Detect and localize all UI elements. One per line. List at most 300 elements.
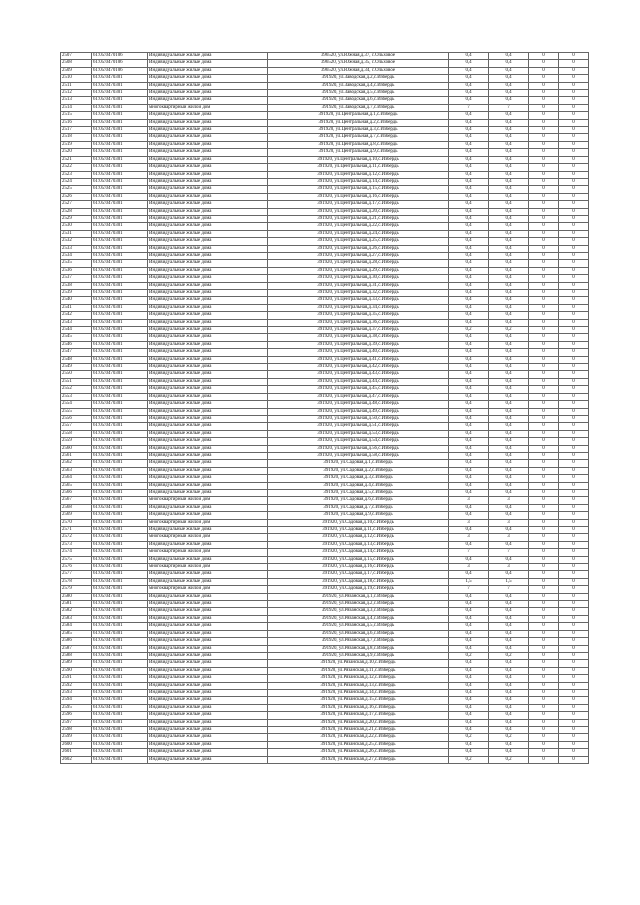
max-power-cell: 0,4 [449, 90, 489, 97]
max-power-cell: 0,4 [449, 571, 489, 578]
object-type-cell: Индивидуальные жилые дома [148, 282, 268, 289]
table-row [61, 445, 589, 452]
cadastral-number-cell: 61:05:0470301 [92, 245, 148, 252]
free-power-cell: 0 [559, 541, 589, 548]
reserve-power-cell: 0 [529, 660, 559, 667]
table-row [61, 556, 589, 563]
table-row [61, 282, 589, 289]
object-type-cell: Индивидуальные жилые дома [148, 319, 268, 326]
connected-power-cell: 0,4 [489, 682, 529, 689]
reserve-power-cell: 0 [529, 475, 559, 482]
object-type-cell: Индивидуальные жилые дома [148, 667, 268, 674]
max-power-cell: 7 [449, 104, 489, 111]
table-row [61, 149, 589, 156]
max-power-cell: 0,4 [449, 97, 489, 104]
cadastral-number-cell: 61:05:0470301 [92, 652, 148, 659]
table-row [61, 201, 589, 208]
object-type-cell: многоквартирный жилой дом [148, 534, 268, 541]
table-body [61, 53, 589, 764]
table-row [61, 378, 589, 385]
free-power-cell: 0 [559, 75, 589, 82]
connected-power-cell: 0,4 [489, 260, 529, 267]
connected-power-cell: 0,4 [489, 512, 529, 519]
cadastral-number-cell: 61:05:0470301 [92, 408, 148, 415]
cadastral-number-cell: 61:05:0470301 [92, 571, 148, 578]
row-number-cell: 2530 [61, 223, 92, 230]
table-row [61, 504, 589, 511]
cadastral-number-cell: 61:05:0470301 [92, 208, 148, 215]
free-power-cell: 0 [559, 201, 589, 208]
object-type-cell: Индивидуальные жилые дома [148, 638, 268, 645]
cadastral-number-cell: 61:05:0470301 [92, 489, 148, 496]
cadastral-number-cell: 61:05:0470301 [92, 578, 148, 585]
max-power-cell: 0,4 [449, 275, 489, 282]
cadastral-number-cell: 61:05:0470301 [92, 645, 148, 652]
cadastral-number-cell: 61:05:0470301 [92, 512, 148, 519]
free-power-cell: 0 [559, 712, 589, 719]
max-power-cell: 0,4 [449, 371, 489, 378]
cadastral-number-cell: 61:05:0470301 [92, 378, 148, 385]
connected-power-cell: 0,4 [489, 430, 529, 437]
max-power-cell: 0,4 [449, 334, 489, 341]
connected-power-cell: 0,4 [489, 645, 529, 652]
table-row [61, 401, 589, 408]
address-cell: 391920, ул.Рязанская,д.20,с.Избердь [268, 719, 449, 726]
object-type-cell: Индивидуальные жилые дома [148, 112, 268, 119]
table-row [61, 297, 589, 304]
reserve-power-cell: 0 [529, 186, 559, 193]
data-table [60, 52, 589, 764]
free-power-cell: 0 [559, 430, 589, 437]
max-power-cell: 0,4 [449, 75, 489, 82]
free-power-cell: 0 [559, 689, 589, 696]
cadastral-number-cell: 61:05:0470301 [92, 519, 148, 526]
table-row [61, 541, 589, 548]
max-power-cell: 0,4 [449, 193, 489, 200]
address-cell: 391920, ул.Центральная,д.15,с.Избердь [268, 186, 449, 193]
cadastral-number-cell: 61:05:0470301 [92, 386, 148, 393]
object-type-cell: Индивидуальные жилые дома [148, 53, 268, 60]
connected-power-cell: 0,2 [489, 756, 529, 763]
cadastral-number-cell: 61:05:0470301 [92, 356, 148, 363]
table-row [61, 327, 589, 334]
table-row [61, 601, 589, 608]
row-number-cell: 2591 [61, 675, 92, 682]
free-power-cell: 0 [559, 252, 589, 259]
row-number-cell: 2551 [61, 378, 92, 385]
free-power-cell: 0 [559, 497, 589, 504]
connected-power-cell: 0,4 [489, 445, 529, 452]
object-type-cell: многоквартирный жилой дом [148, 586, 268, 593]
table-row [61, 53, 589, 60]
free-power-cell: 0 [559, 704, 589, 711]
max-power-cell: 3 [449, 564, 489, 571]
reserve-power-cell: 0 [529, 297, 559, 304]
row-number-cell: 2509 [61, 67, 92, 74]
row-number-cell: 2579 [61, 586, 92, 593]
connected-power-cell: 0,4 [489, 452, 529, 459]
reserve-power-cell: 0 [529, 438, 559, 445]
reserve-power-cell: 0 [529, 134, 559, 141]
address-cell: 391920, ул.Центральная,д.9,с.Избердь [268, 149, 449, 156]
free-power-cell: 0 [559, 97, 589, 104]
object-type-cell: Индивидуальные жилые дома [148, 489, 268, 496]
connected-power-cell: 0,4 [489, 319, 529, 326]
free-power-cell: 0 [559, 82, 589, 89]
connected-power-cell: 0,4 [489, 623, 529, 630]
table-row [61, 319, 589, 326]
cadastral-number-cell: 61:05:0470301 [92, 638, 148, 645]
row-number-cell: 2570 [61, 519, 92, 526]
address-cell: 391920, ул.Рязанская,д.14,с.Избердь [268, 689, 449, 696]
address-cell: 391920, ул.Заводская,д.5,с.Избердь [268, 90, 449, 97]
address-cell: 391920, ул.Рязанская,д.1,с.Избердь [268, 593, 449, 600]
reserve-power-cell: 0 [529, 319, 559, 326]
free-power-cell: 0 [559, 112, 589, 119]
row-number-cell: 2532 [61, 238, 92, 245]
object-type-cell: Индивидуальные жилые дома [148, 430, 268, 437]
free-power-cell: 0 [559, 186, 589, 193]
max-power-cell: 0,4 [449, 356, 489, 363]
address-cell: 391920, ул.Садовая,д.16,с.Избердь [268, 564, 449, 571]
max-power-cell: 0,4 [449, 290, 489, 297]
address-cell: 391920, ул.Садовая,д.1,с.Избердь [268, 460, 449, 467]
table-row [61, 393, 589, 400]
max-power-cell: 0,4 [449, 67, 489, 74]
address-cell: 391920, ул.Центральная,д.34,с.Избердь [268, 304, 449, 311]
free-power-cell: 0 [559, 408, 589, 415]
max-power-cell: 0,4 [449, 741, 489, 748]
reserve-power-cell: 0 [529, 75, 559, 82]
cadastral-number-cell: 61:05:0470301 [92, 275, 148, 282]
table-row [61, 697, 589, 704]
reserve-power-cell: 0 [529, 104, 559, 111]
max-power-cell: 0,4 [449, 252, 489, 259]
connected-power-cell: 0,4 [489, 356, 529, 363]
max-power-cell: 0,4 [449, 623, 489, 630]
connected-power-cell: 0,4 [489, 460, 529, 467]
address-cell: 391920, ул.Центральная,д.37,с.Избердь [268, 327, 449, 334]
address-cell: 391920, ул.Центральная,д.3,с.Избердь [268, 127, 449, 134]
connected-power-cell: 0,4 [489, 223, 529, 230]
reserve-power-cell: 0 [529, 245, 559, 252]
object-type-cell: Индивидуальные жилые дома [148, 623, 268, 630]
max-power-cell: 0,4 [449, 393, 489, 400]
reserve-power-cell: 0 [529, 512, 559, 519]
cadastral-number-cell: 61:05:0470301 [92, 401, 148, 408]
max-power-cell: 0,4 [449, 238, 489, 245]
connected-power-cell: 0,4 [489, 475, 529, 482]
table-row [61, 704, 589, 711]
connected-power-cell: 0,4 [489, 304, 529, 311]
row-number-cell: 2527 [61, 201, 92, 208]
cadastral-number-cell: 61:05:0470301 [92, 704, 148, 711]
address-cell: 391920, ул.Центральная,д.49,с.Избердь [268, 408, 449, 415]
free-power-cell: 0 [559, 53, 589, 60]
address-cell: 391920, ул.Рязанская,д.11,с.Избердь [268, 667, 449, 674]
row-number-cell: 2569 [61, 512, 92, 519]
cadastral-number-cell: 61:05:0470301 [92, 230, 148, 237]
cadastral-number-cell: 61:05:0470301 [92, 541, 148, 548]
connected-power-cell: 0,4 [489, 675, 529, 682]
table-row [61, 186, 589, 193]
address-cell: 396520, ул.Южная,д.37, с.Ольховое [268, 53, 449, 60]
row-number-cell: 2507 [61, 53, 92, 60]
cadastral-number-cell: 61:05:0470301 [92, 104, 148, 111]
reserve-power-cell: 0 [529, 593, 559, 600]
connected-power-cell: 0,4 [489, 719, 529, 726]
reserve-power-cell: 0 [529, 171, 559, 178]
max-power-cell: 0,4 [449, 423, 489, 430]
max-power-cell: 0,4 [449, 112, 489, 119]
address-cell: 391920, ул.Центральная,д.54,с.Избердь [268, 438, 449, 445]
connected-power-cell: 0,4 [489, 593, 529, 600]
connected-power-cell: 0,4 [489, 608, 529, 615]
table-row [61, 593, 589, 600]
max-power-cell: 0,4 [449, 749, 489, 756]
reserve-power-cell: 0 [529, 734, 559, 741]
row-number-cell: 2567 [61, 497, 92, 504]
reserve-power-cell: 0 [529, 667, 559, 674]
free-power-cell: 0 [559, 482, 589, 489]
table-row [61, 549, 589, 556]
object-type-cell: Индивидуальные жилые дома [148, 749, 268, 756]
document-page [60, 52, 588, 764]
object-type-cell: Индивидуальные жилые дома [148, 445, 268, 452]
address-cell: 391920, ул.Рязанская,д.13,с.Избердь [268, 682, 449, 689]
row-number-cell: 2555 [61, 408, 92, 415]
connected-power-cell: 0,4 [489, 178, 529, 185]
free-power-cell: 0 [559, 141, 589, 148]
table-row [61, 497, 589, 504]
object-type-cell: Индивидуальные жилые дома [148, 156, 268, 163]
reserve-power-cell: 0 [529, 364, 559, 371]
reserve-power-cell: 0 [529, 260, 559, 267]
address-cell: 391920, ул.Центральная,д.25,с.Избердь [268, 238, 449, 245]
address-cell: 391920, ул.Рязанская,д.4,с.Избердь [268, 615, 449, 622]
reserve-power-cell: 0 [529, 601, 559, 608]
reserve-power-cell: 0 [529, 689, 559, 696]
cadastral-number-cell: 61:05:0470106 [92, 53, 148, 60]
table-row [61, 667, 589, 674]
reserve-power-cell: 0 [529, 415, 559, 422]
free-power-cell: 0 [559, 660, 589, 667]
row-number-cell: 2536 [61, 267, 92, 274]
address-cell: 391920, ул.Центральная,д.31,с.Избердь [268, 282, 449, 289]
connected-power-cell: 0,2 [489, 734, 529, 741]
row-number-cell: 2578 [61, 578, 92, 585]
free-power-cell: 0 [559, 630, 589, 637]
free-power-cell: 0 [559, 549, 589, 556]
max-power-cell: 0,4 [449, 504, 489, 511]
object-type-cell: Индивидуальные жилые дома [148, 215, 268, 222]
object-type-cell: Индивидуальные жилые дома [148, 438, 268, 445]
row-number-cell: 2593 [61, 689, 92, 696]
max-power-cell: 0,4 [449, 164, 489, 171]
cadastral-number-cell: 61:05:0470301 [92, 290, 148, 297]
object-type-cell: Индивидуальные жилые дома [148, 275, 268, 282]
address-cell: 391920, ул.Садовая,д.15,с.Избердь [268, 556, 449, 563]
address-cell: 391920, ул.Заводская,д.7,с.Избердь [268, 104, 449, 111]
reserve-power-cell: 0 [529, 527, 559, 534]
cadastral-number-cell: 61:05:0470301 [92, 260, 148, 267]
reserve-power-cell: 0 [529, 571, 559, 578]
row-number-cell: 2516 [61, 119, 92, 126]
connected-power-cell: 0,4 [489, 423, 529, 430]
object-type-cell: Индивидуальные жилые дома [148, 460, 268, 467]
free-power-cell: 0 [559, 652, 589, 659]
cadastral-number-cell: 61:05:0470301 [92, 623, 148, 630]
free-power-cell: 0 [559, 208, 589, 215]
address-cell: 391920, ул.Центральная,д.35,с.Избердь [268, 312, 449, 319]
cadastral-number-cell: 61:05:0470301 [92, 223, 148, 230]
cadastral-number-cell: 61:05:0470301 [92, 75, 148, 82]
object-type-cell: Индивидуальные жилые дома [148, 312, 268, 319]
address-cell: 391920, ул.Центральная,д.22,с.Избердь [268, 223, 449, 230]
address-cell: 391920, ул.Садовая,д.17,с.Избердь [268, 571, 449, 578]
row-number-cell: 2514 [61, 104, 92, 111]
table-row [61, 223, 589, 230]
row-number-cell: 2515 [61, 112, 92, 119]
address-cell: 391920, ул.Рязанская,д.27,с.Избердь [268, 756, 449, 763]
max-power-cell: 0,4 [449, 682, 489, 689]
table-row [61, 171, 589, 178]
connected-power-cell: 0,4 [489, 393, 529, 400]
row-number-cell: 2552 [61, 386, 92, 393]
address-cell: 391920, ул.Садовая,д.10,с.Избердь [268, 519, 449, 526]
table-row [61, 178, 589, 185]
address-cell: 391920, ул.Рязанская,д.10,с.Избердь [268, 660, 449, 667]
max-power-cell: 0,4 [449, 512, 489, 519]
connected-power-cell: 0,4 [489, 489, 529, 496]
address-cell: 391920, ул.Садовая,д.6,с.Избердь [268, 497, 449, 504]
free-power-cell: 0 [559, 749, 589, 756]
cadastral-number-cell: 61:05:0470301 [92, 393, 148, 400]
row-number-cell: 2520 [61, 149, 92, 156]
row-number-cell: 2557 [61, 423, 92, 430]
connected-power-cell: 0,4 [489, 556, 529, 563]
object-type-cell: Индивидуальные жилые дома [148, 75, 268, 82]
cadastral-number-cell: 61:05:0470301 [92, 608, 148, 615]
connected-power-cell: 0,4 [489, 156, 529, 163]
max-power-cell: 0,4 [449, 304, 489, 311]
connected-power-cell: 0,4 [489, 712, 529, 719]
address-cell: 391920, ул.Центральная,д.29,с.Избердь [268, 267, 449, 274]
object-type-cell: Индивидуальные жилые дома [148, 371, 268, 378]
max-power-cell: 0,4 [449, 386, 489, 393]
max-power-cell: 0,4 [449, 171, 489, 178]
free-power-cell: 0 [559, 445, 589, 452]
address-cell: 391920, ул.Садовая,д.11,с.Избердь [268, 527, 449, 534]
max-power-cell: 3 [449, 534, 489, 541]
cadastral-number-cell: 61:05:0470301 [92, 215, 148, 222]
free-power-cell: 0 [559, 423, 589, 430]
object-type-cell: Индивидуальные жилые дома [148, 712, 268, 719]
address-cell: 391920, ул.Центральная,д.38,с.Избердь [268, 334, 449, 341]
cadastral-number-cell: 61:05:0470301 [92, 193, 148, 200]
row-number-cell: 2529 [61, 215, 92, 222]
address-cell: 391920, ул.Центральная,д.2,с.Избердь [268, 119, 449, 126]
table-row [61, 675, 589, 682]
address-cell: 391920, ул.Рязанская,д.7,с.Избердь [268, 638, 449, 645]
max-power-cell: 3 [449, 519, 489, 526]
address-cell: 391920, ул.Садовая,д.3,с.Избердь [268, 475, 449, 482]
object-type-cell: Индивидуальные жилые дома [148, 719, 268, 726]
connected-power-cell: 0,4 [489, 171, 529, 178]
max-power-cell: 0,4 [449, 719, 489, 726]
free-power-cell: 0 [559, 438, 589, 445]
row-number-cell: 2566 [61, 489, 92, 496]
connected-power-cell: 0,4 [489, 638, 529, 645]
row-number-cell: 2523 [61, 171, 92, 178]
cadastral-number-cell: 61:05:0470301 [92, 482, 148, 489]
row-number-cell: 2534 [61, 252, 92, 259]
max-power-cell: 0,4 [449, 601, 489, 608]
reserve-power-cell: 0 [529, 675, 559, 682]
table-row [61, 341, 589, 348]
table-row [61, 645, 589, 652]
reserve-power-cell: 0 [529, 549, 559, 556]
row-number-cell: 2517 [61, 127, 92, 134]
max-power-cell: 0,4 [449, 208, 489, 215]
reserve-power-cell: 0 [529, 741, 559, 748]
connected-power-cell: 0,4 [489, 571, 529, 578]
connected-power-cell: 0,4 [489, 378, 529, 385]
connected-power-cell: 7 [489, 586, 529, 593]
address-cell: 391920, ул.Центральная,д.30,с.Избердь [268, 275, 449, 282]
table-row [61, 689, 589, 696]
max-power-cell: 7 [449, 549, 489, 556]
reserve-power-cell: 0 [529, 127, 559, 134]
reserve-power-cell: 0 [529, 393, 559, 400]
connected-power-cell: 3 [489, 497, 529, 504]
free-power-cell: 0 [559, 645, 589, 652]
max-power-cell: 0,4 [449, 430, 489, 437]
cadastral-number-cell: 61:05:0470301 [92, 252, 148, 259]
max-power-cell: 0,4 [449, 675, 489, 682]
table-row [61, 238, 589, 245]
object-type-cell: Индивидуальные жилые дома [148, 504, 268, 511]
row-number-cell: 2559 [61, 438, 92, 445]
connected-power-cell: 0,4 [489, 312, 529, 319]
connected-power-cell: 0,4 [489, 741, 529, 748]
free-power-cell: 0 [559, 393, 589, 400]
connected-power-cell: 0,4 [489, 541, 529, 548]
max-power-cell: 0,4 [449, 667, 489, 674]
object-type-cell: Индивидуальные жилые дома [148, 527, 268, 534]
address-cell: 391920, ул.Центральная,д.12,с.Избердь [268, 171, 449, 178]
connected-power-cell: 0,4 [489, 334, 529, 341]
max-power-cell: 0,4 [449, 378, 489, 385]
row-number-cell: 2550 [61, 371, 92, 378]
connected-power-cell: 0,4 [489, 141, 529, 148]
row-number-cell: 2565 [61, 482, 92, 489]
reserve-power-cell: 0 [529, 230, 559, 237]
object-type-cell: Индивидуальные жилые дома [148, 141, 268, 148]
address-cell: 391920, ул.Рязанская,д.17,с.Избердь [268, 712, 449, 719]
free-power-cell: 0 [559, 401, 589, 408]
free-power-cell: 0 [559, 134, 589, 141]
cadastral-number-cell: 61:05:0470301 [92, 504, 148, 511]
object-type-cell: Индивидуальные жилые дома [148, 556, 268, 563]
connected-power-cell: 0,4 [489, 364, 529, 371]
connected-power-cell: 0,4 [489, 349, 529, 356]
reserve-power-cell: 0 [529, 238, 559, 245]
object-type-cell: Индивидуальные жилые дома [148, 415, 268, 422]
cadastral-number-cell: 61:05:0470301 [92, 467, 148, 474]
address-cell: 391920, ул.Садовая,д.14,с.Избердь [268, 549, 449, 556]
table-row [61, 519, 589, 526]
